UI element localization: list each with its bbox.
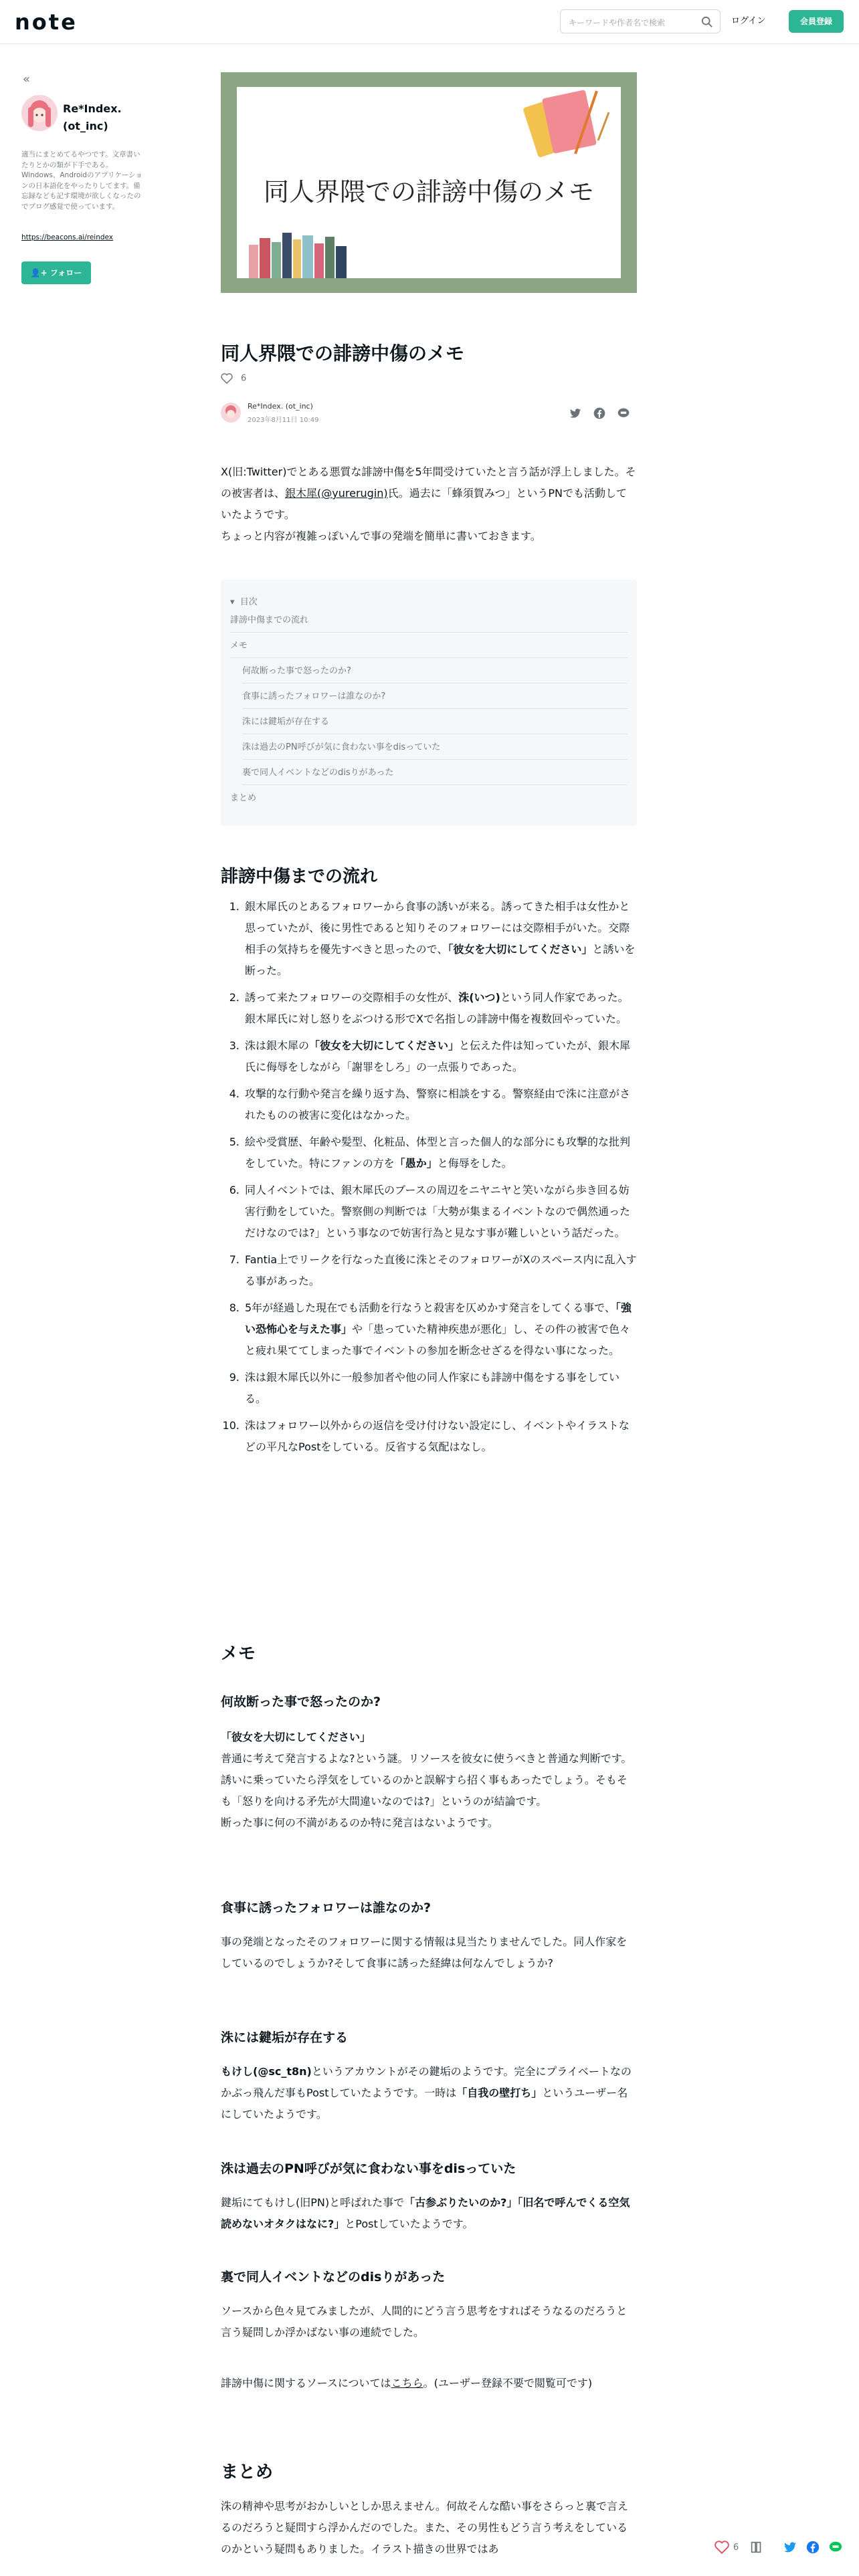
list-number: 9. [229,1371,240,1384]
source-paragraph [221,2373,637,2394]
subheading-q5: 裏で同人イベントなどのdisりがあった [221,2270,446,2284]
toc-item[interactable]: メモ [230,633,628,658]
paragraph-q2: 事の発端となったそのフォロワーに関する情報は見当たりませんでした。同人作家をしているのでしょうか?そして食事に誘った経緯は何なんでしょうか? [221,1935,628,1969]
list-bold-text: 「彼女を大切にしてください」 [309,1039,460,1052]
author-bio: 適当にまとめてるやつです。文章書いたりとかの類が下手である。Windows、Androidのアプリケーションの日本語化をやったりしてます。備忘録なども記す環境が欲しくなったのでブログ感覚で使っています。 [21,150,142,211]
list-text-tail: という同人作家であった。銀木犀氏に対し怒りをぶつける形でXで名指しの誹謗中傷を複数回やっていた。 [245,991,629,1025]
follow-label: フォロー [50,268,82,278]
intro-text-1: X(旧:Twitter)でとある悪質な誹謗中傷を5年間受けていたと言う話が浮上しました。その被害者は、 [221,465,636,500]
search-icon[interactable] [701,16,713,28]
books-illustration [246,230,380,278]
list-number: 3. [229,1039,240,1052]
signup-button[interactable]: 会員登録 [789,10,844,33]
follow-button[interactable] [21,261,91,284]
article-title: 同人界隈での誹謗中傷のメモ [221,342,465,364]
line-share-icon[interactable] [617,407,630,420]
section-heading-flow: 誹謗中傷までの流れ [221,867,378,887]
list-number: 8. [229,1301,240,1314]
victim-link[interactable]: 銀木犀(@yurerugin) [285,487,388,500]
list-text: 誘って来たフォロワーの交際相手の女性が、 [245,991,459,1004]
toc-item[interactable]: 洙は過去のPN呼びが気に食わない事をdisっていた [242,735,628,760]
flow-list-item [221,1415,637,1458]
author-link[interactable]: https://beacons.ai/reindex [21,233,114,241]
list-text: Fantia上でリークを行なった直後に洙とそのフォロワーがXのスペース内に乱入する事があった。 [245,1253,637,1287]
list-number: 7. [229,1253,240,1266]
flow-list-item [221,1180,637,1244]
paragraph-q5: ソースから色々見てみましたが、人間的にどう言う思考をすればそうなるのだろうと言う疑問しか浮かばない事の連続でした。 [221,2304,628,2339]
twitter-share-icon[interactable] [783,2540,797,2555]
flow-list-item [221,1035,637,1078]
q3-text-2: というユーザー名にしていたようです。 [221,2086,628,2121]
q1-text-2: 断った事に何の不満があるのか特に発言はないようです。 [221,1816,498,1829]
toc-caret-icon: ▾ [230,597,235,607]
floating-action-bar [709,2535,856,2561]
q1-text: 普通に考えて発言するよな?という謎。リソースを彼女に使うべきと普通な判断です。誘いに乗っていたら浮気をしているのかと誤解すら招く事もあったでしょう。そもそも「怒りを向ける矛先が大間違いなのでは?」というのが結論です。 [221,1752,632,1808]
intro-paragraph [221,461,637,547]
list-text: 洙はフォロワー以外からの返信を受け付けない設定にし、イベントやイラストなどの平凡なPostをしている。反省する気配はなし。 [245,1419,630,1453]
list-bold-text: 「愚か」 [394,1157,438,1170]
byline-avatar[interactable] [221,403,241,423]
flow-list [221,896,637,1463]
paragraph-q1 [221,1727,637,1834]
flow-list-item [221,1083,637,1126]
source-text-1: 誹謗中傷に関するソースについては [221,2377,391,2389]
list-text: 同人イベントでは、銀木犀氏のブースの周辺をニヤニヤと笑いながら歩き回る妨害行動をしていた。警察側の判断では「大勢が集まるイベントなので偶然通っただけなのでは?」という事なので妨害行為と見なす事が難しいという話だった。 [245,1184,631,1239]
toc-item[interactable]: 何故断った事で怒ったのか? [242,659,628,683]
toc-item[interactable]: 洙には鍵垢が存在する [242,710,628,734]
cover-image [221,72,637,293]
q1-bold: 「彼女を大切にしてください」 [221,1731,371,1743]
intro-text-2: 氏。過去に「蜂須賀みつ」というPNでも活動していたようです。 [221,487,627,521]
list-text: 絵や受賞歴、年齢や髪型、化粧品、体型と言った個人的な部分にも攻撃的な批判をしていた。特にファンの方を [245,1136,631,1170]
twitter-share-icon[interactable] [569,407,582,420]
list-bold-text: 「彼女を大切にしてください」 [448,943,593,956]
source-text-2: 。(ユーザー登録不要で閲覧可です) [423,2377,593,2389]
list-text-tail: と誘いを断った。 [245,943,636,977]
cover-inner [237,87,621,278]
list-number: 1. [229,900,240,913]
toc-item[interactable]: 誹謗中傷までの流れ [230,608,628,633]
subheading-q2: 食事に誘ったフォロワーは誰なのか? [221,1901,432,1915]
q4-bold-1: 「古参ぶりたいのか?」「旧名で呼んでくる空気読めないオタクはなに?」 [221,2196,630,2230]
note-logo[interactable]: note [15,9,78,35]
toc-header[interactable] [230,595,258,607]
author-avatar[interactable] [21,95,58,131]
list-text: 5年が経過した現在でも活動を行なうと殺害を仄めかす発言をしてくる事で、 [245,1301,615,1314]
cover-title: 同人界隈での誹謗中傷のメモ [263,177,594,207]
subheading-q3: 洙には鍵垢が存在する [221,2030,349,2045]
toc-item[interactable]: 食事に誘ったフォロワーは誰なのか? [242,684,628,709]
author-name[interactable]: Re*Index. (ot_inc) [63,102,122,132]
list-text: 洙は銀木犀の [245,1039,310,1052]
byline-name[interactable]: Re*Index. (ot_inc) [248,402,313,411]
line-share-icon[interactable] [828,2540,843,2555]
like-count: 6 [733,2543,739,2553]
search-placeholder: キーワードや作者名で検索 [569,18,666,27]
list-text-tail: と侮辱をした。 [437,1157,512,1170]
q3-bold-1: もけし(@sc_t8n) [221,2065,312,2078]
collapse-sidebar-icon[interactable]: « [23,72,31,86]
like-button[interactable] [221,373,246,384]
subheading-q4: 洙は過去のPN呼びが気に食わない事をdisっていた [221,2161,516,2176]
section-heading-summary: まとめ [221,2462,274,2482]
list-number: 2. [229,991,240,1004]
paragraph-q3 [221,2061,637,2125]
flow-list-item [221,1297,637,1362]
search-input[interactable] [560,9,721,33]
top-header [0,0,859,44]
list-bold-text: 洙(いつ) [458,991,500,1004]
magazine-icon[interactable] [749,2540,764,2555]
list-number: 10. [222,1419,240,1432]
summary-paragraph: 洙の精神や思考がおかしいとしか思えません。何故そんな酷い事をさらっと裏で言えるのだろうと疑問すら浮かんだのでした。また、その男性もどう言う考えをしているのかという疑問もありました。イラスト描きの世界ではあ [221,2500,628,2555]
paragraph-q4 [221,2192,637,2235]
like-count: 6 [241,373,247,384]
q3-bold-2: 「自我の壁打ち」 [456,2086,543,2099]
flow-list-item [221,896,637,982]
flow-list-item [221,1249,637,1292]
table-of-contents [221,580,637,826]
q3-text-1: というアカウントがその鍵垢のようです。完全にプライベートなのかぶっ飛んだ事もPostしていたようです。一時は [221,2065,632,2099]
list-text: 洙は銀木犀氏以外に一般参加者や他の同人作家にも誹謗中傷をする事をしている。 [245,1371,620,1405]
source-link[interactable]: こちら [391,2377,423,2389]
flow-list-item [221,1367,637,1410]
list-text: 銀木犀氏のとあるフォロワーから食事の誘いが来る。誘ってきた相手は女性かと思っていたが、後に男性であると知りそのフォロワーには交際相手がいた。交際相手の気持ちを優先すべきと思ったので、 [245,900,630,956]
facebook-share-icon[interactable] [805,2540,820,2555]
facebook-share-icon[interactable] [593,407,606,420]
list-bold-text: 「強い恐怖心を与えた事」 [245,1301,632,1335]
list-number: 6. [229,1184,240,1196]
heart-icon[interactable] [221,373,233,384]
notebooks-illustration [518,87,618,160]
toc-item[interactable]: まとめ [230,793,257,803]
toc-item[interactable]: 裏で同人イベントなどのdisりがあった [242,760,628,785]
toc-title: 目次 [240,597,258,607]
list-text-tail: と伝えた件は知っていたが、銀木犀氏に侮辱をしながら「謝罪をしろ」の一点張りであった。 [245,1039,631,1073]
list-text-tail: や「患っていた精神疾患が悪化」し、その件の被害で色々と疲れ果ててしまった事でイベントの参加を断念せざるを得ない事になった。 [245,1323,631,1357]
list-text: 攻撃的な行動や発言を繰り返す為、警察に相談をする。警察経由で洙に注意がされたものの被害に変化はなかった。 [245,1087,631,1121]
list-number: 5. [229,1136,240,1148]
subheading-q1: 何故断った事で怒ったのか? [221,1695,381,1709]
byline-date: 2023年8月11日 10:49 [248,417,319,424]
login-link[interactable]: ログイン [731,16,766,26]
flow-list-item [221,1132,637,1174]
q4-text-2: とPostしていたようです。 [345,2218,474,2230]
section-heading-memo: メモ [221,1644,256,1664]
follow-icon: 👤+ [30,268,47,278]
q4-text-1: 鍵垢にてもけし(旧PN)と呼ばれた事で [221,2196,405,2209]
list-number: 4. [229,1087,240,1100]
flow-list-item [221,987,637,1030]
intro-text-3: ちょっと内容が複雑っぽいんで事の発端を簡単に書いておきます。 [221,530,541,542]
heart-icon[interactable] [714,2540,729,2555]
